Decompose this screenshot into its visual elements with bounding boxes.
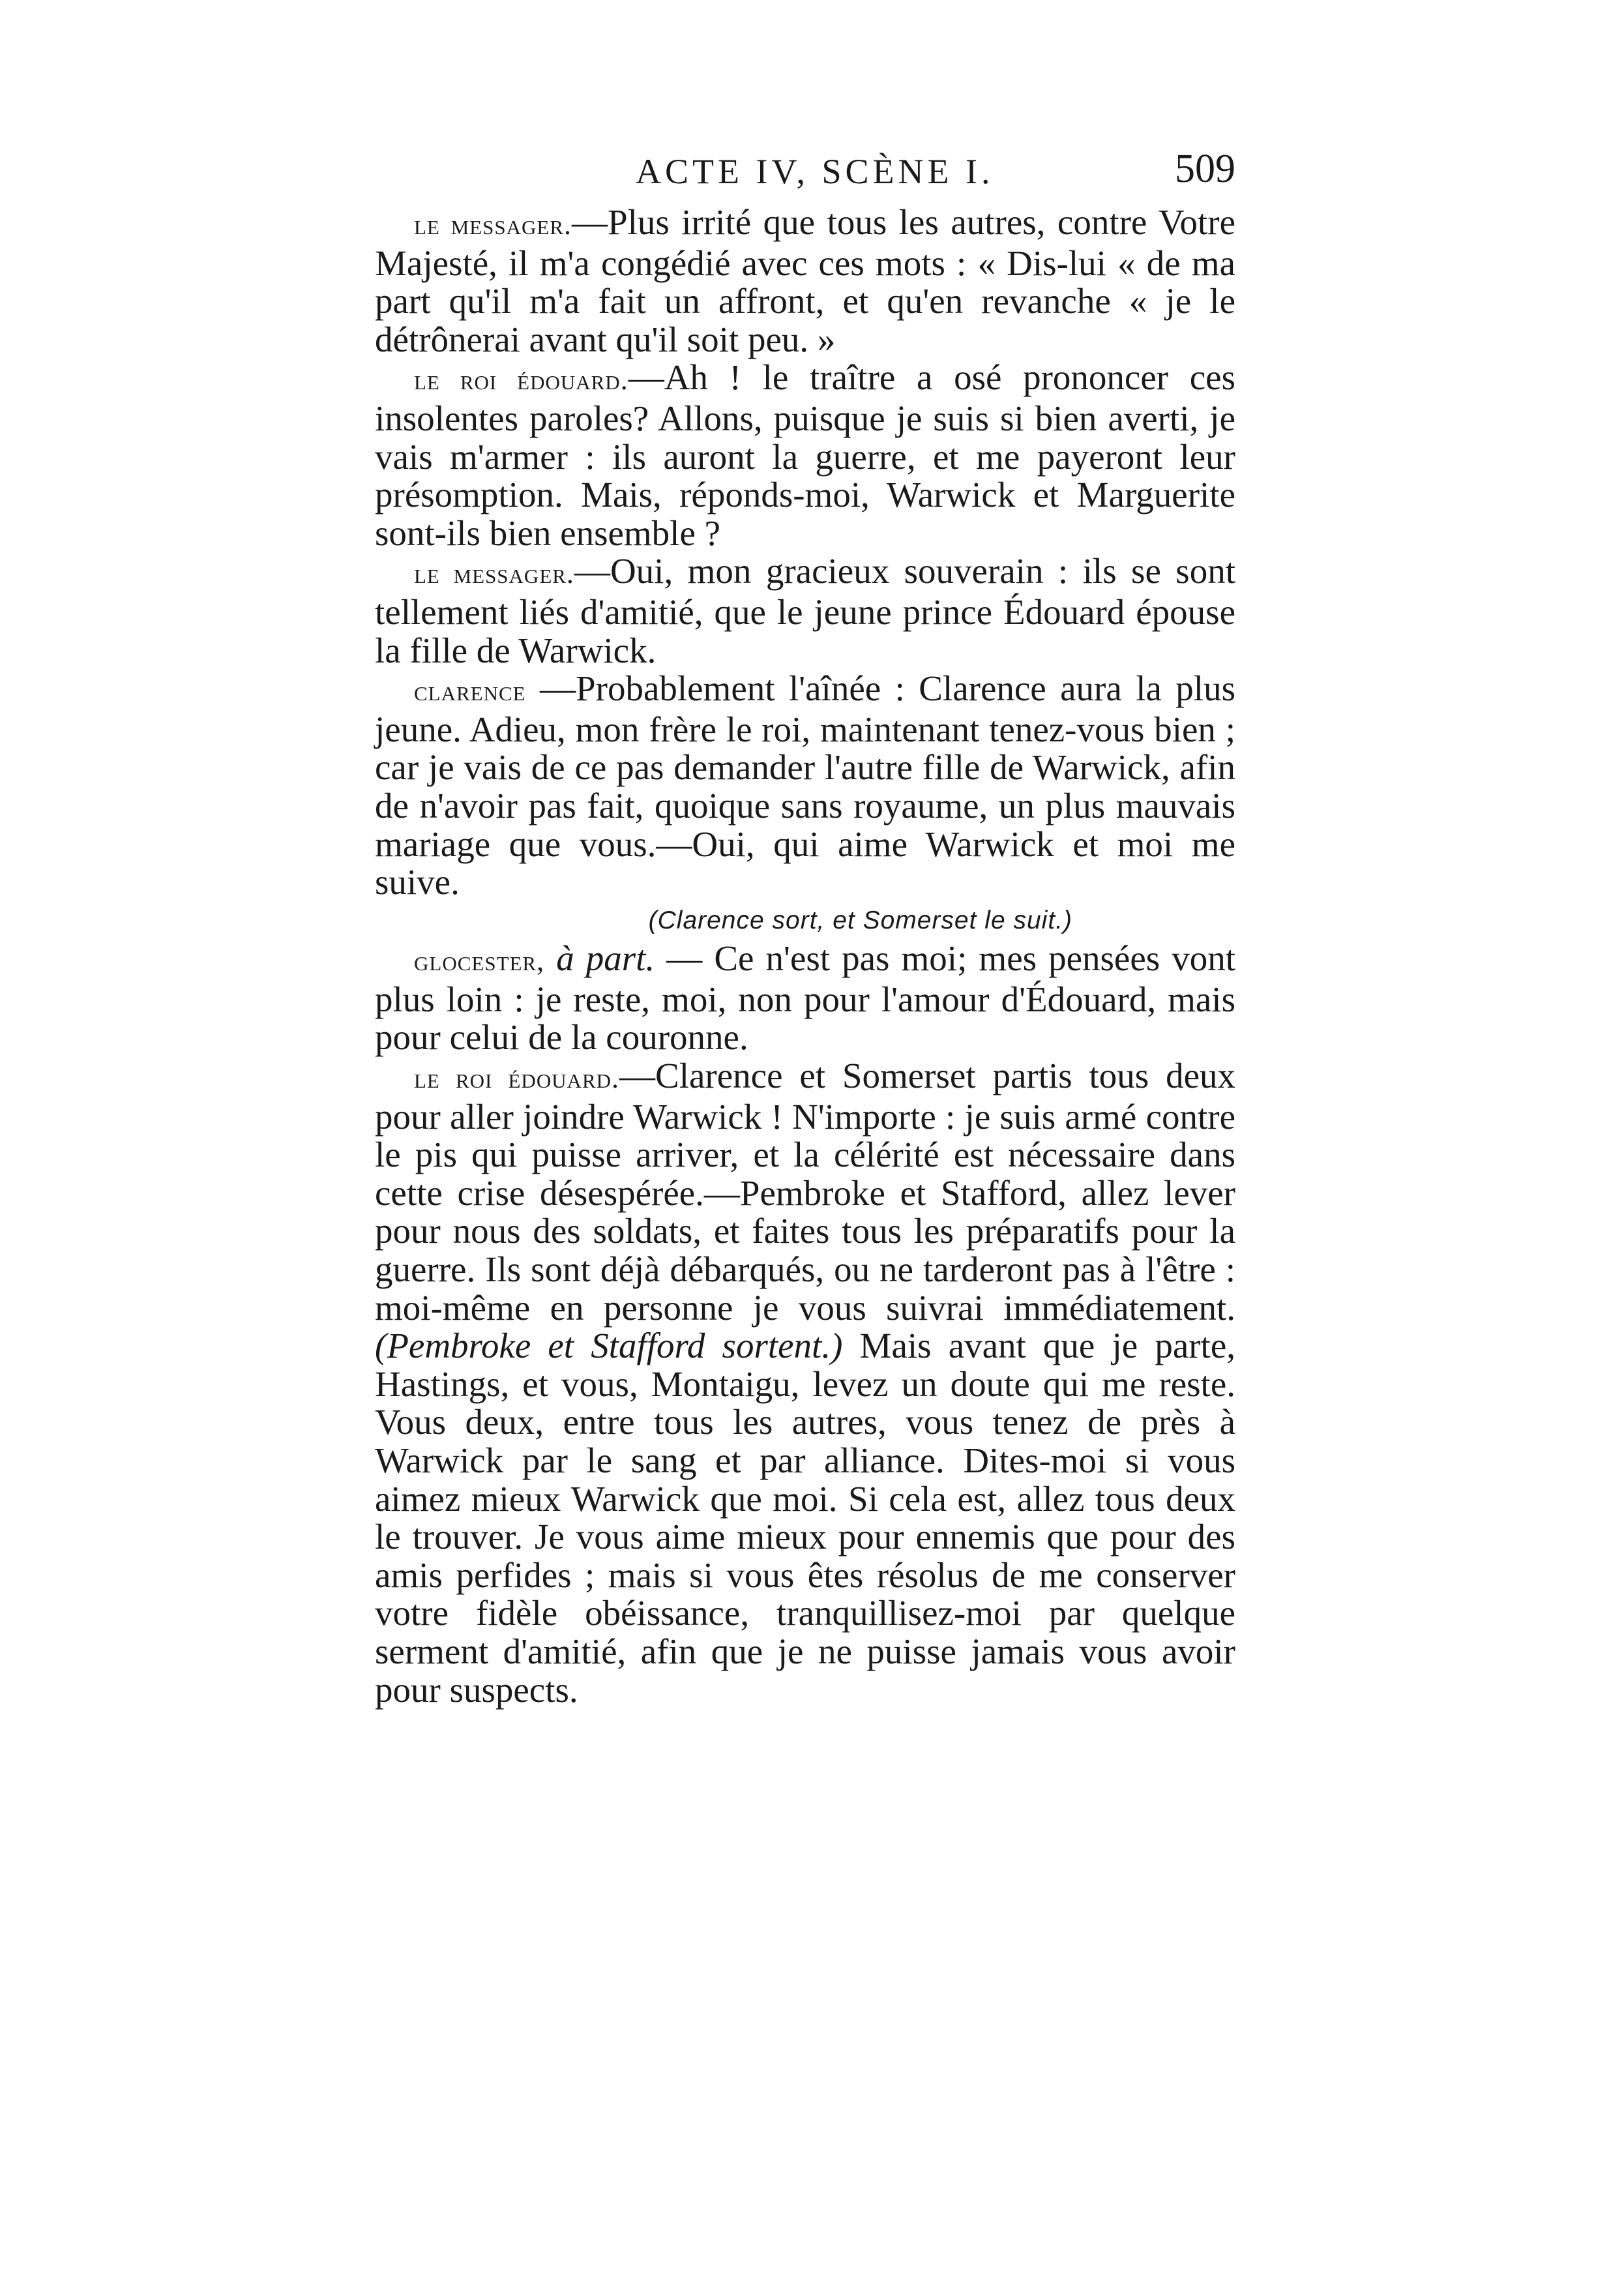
speaker-name: le roi édouard. — [414, 1062, 620, 1095]
stage-direction: (Clarence sort, et Somerset le suit.) — [648, 906, 1072, 934]
running-header — [375, 147, 1235, 203]
inline-stage-direction: (Pembroke et Stafford sortent.) — [375, 1326, 843, 1366]
speech-text: —Probablement l'aînée : Clarence aura la plus jeune. Adieu, mon frère le roi, maintenant tenez-vous bien ; car je vais de ce pas demander l'autre fille de Warwick, afin de n'avoir pas fait, quoique sans royaume, un plus mauvais mariage que vous.—Oui, qui aime Warwick et moi me suive. — [375, 668, 1235, 902]
speaker-name: glocester, — [414, 945, 545, 977]
speech-text: — Ce n'est pas moi; mes pensées vont plus loin : je reste, moi, non pour l'amour d'Édouard, mais pour celui de la couronne. — [375, 938, 1235, 1058]
speech-text-continued: Mais avant que je parte, Hastings, et vous, Montaigu, levez un doute qui me reste. Vous deux, entre tous les autres, vous tenez de près à Warwick par le sang et par alliance. Dites-moi si vous aimez mieux Warwick que moi. Si cela est, allez tous deux le trouver. Je vous aime mieux pour ennemis que pour des amis perfides ; mais si vous êtes résolus de me conserver votre fidèle obéissance, tranquillisez-moi par quelque serment d'amitié, afin que je ne puisse jamais vous avoir pour suspects. — [375, 1326, 1235, 1710]
speech-roi-edouard-1 — [375, 359, 1235, 552]
speech-roi-edouard-2 — [375, 1057, 1235, 1709]
aside-direction: à part. — [556, 938, 655, 979]
speaker-name: clarence — [414, 675, 526, 707]
speech-messager-2 — [375, 552, 1235, 670]
speech-text: —Plus irrité que tous les autres, contre Votre Majesté, il m'a congédié avec ces mots : « Dis-lui « de ma part qu'il m'a fait un affront, et qu'en revanche « je le détrônerai avant qu'il soit peu. » — [375, 202, 1235, 359]
speaker-name: le messager. — [414, 558, 574, 590]
page-number: 509 — [1175, 147, 1235, 191]
speech-text: —Clarence et Somerset partis tous deux pour aller joindre Warwick ! N'importe : je suis armé contre le pis qui puisse arriver, et la célérité est nécessaire dans cette crise désespérée.—Pembroke et Stafford, allez lever pour nous des soldats, et faites tous les préparatifs pour la guerre. Ils sont déjà débarqués, ou ne tarderont pas à l'être : moi-même en personne je vous suivrai immédiatement. — [375, 1056, 1235, 1328]
speaker-name: le roi édouard. — [414, 364, 628, 396]
speech-messager-1 — [375, 203, 1235, 359]
header-title: ACTE IV, SCÈNE I. — [636, 152, 994, 191]
dialogue-text — [375, 203, 1235, 1709]
speech-clarence — [375, 670, 1235, 902]
speech-text: —Oui, mon gracieux souverain : ils se sont tellement liés d'amitié, que le jeune prince Édouard épouse la fille de Warwick. — [375, 551, 1235, 670]
speech-text: —Ah ! le traître a osé prononcer ces insolentes paroles? Allons, puisque je suis si bien averti, je vais m'armer : ils auront la guerre, et me payeront leur présomption. Mais, réponds-moi, Warwick et Marguerite sont-ils bien ensemble ? — [375, 357, 1235, 553]
speech-glocester — [375, 940, 1235, 1057]
speaker-name: le messager. — [414, 209, 572, 241]
